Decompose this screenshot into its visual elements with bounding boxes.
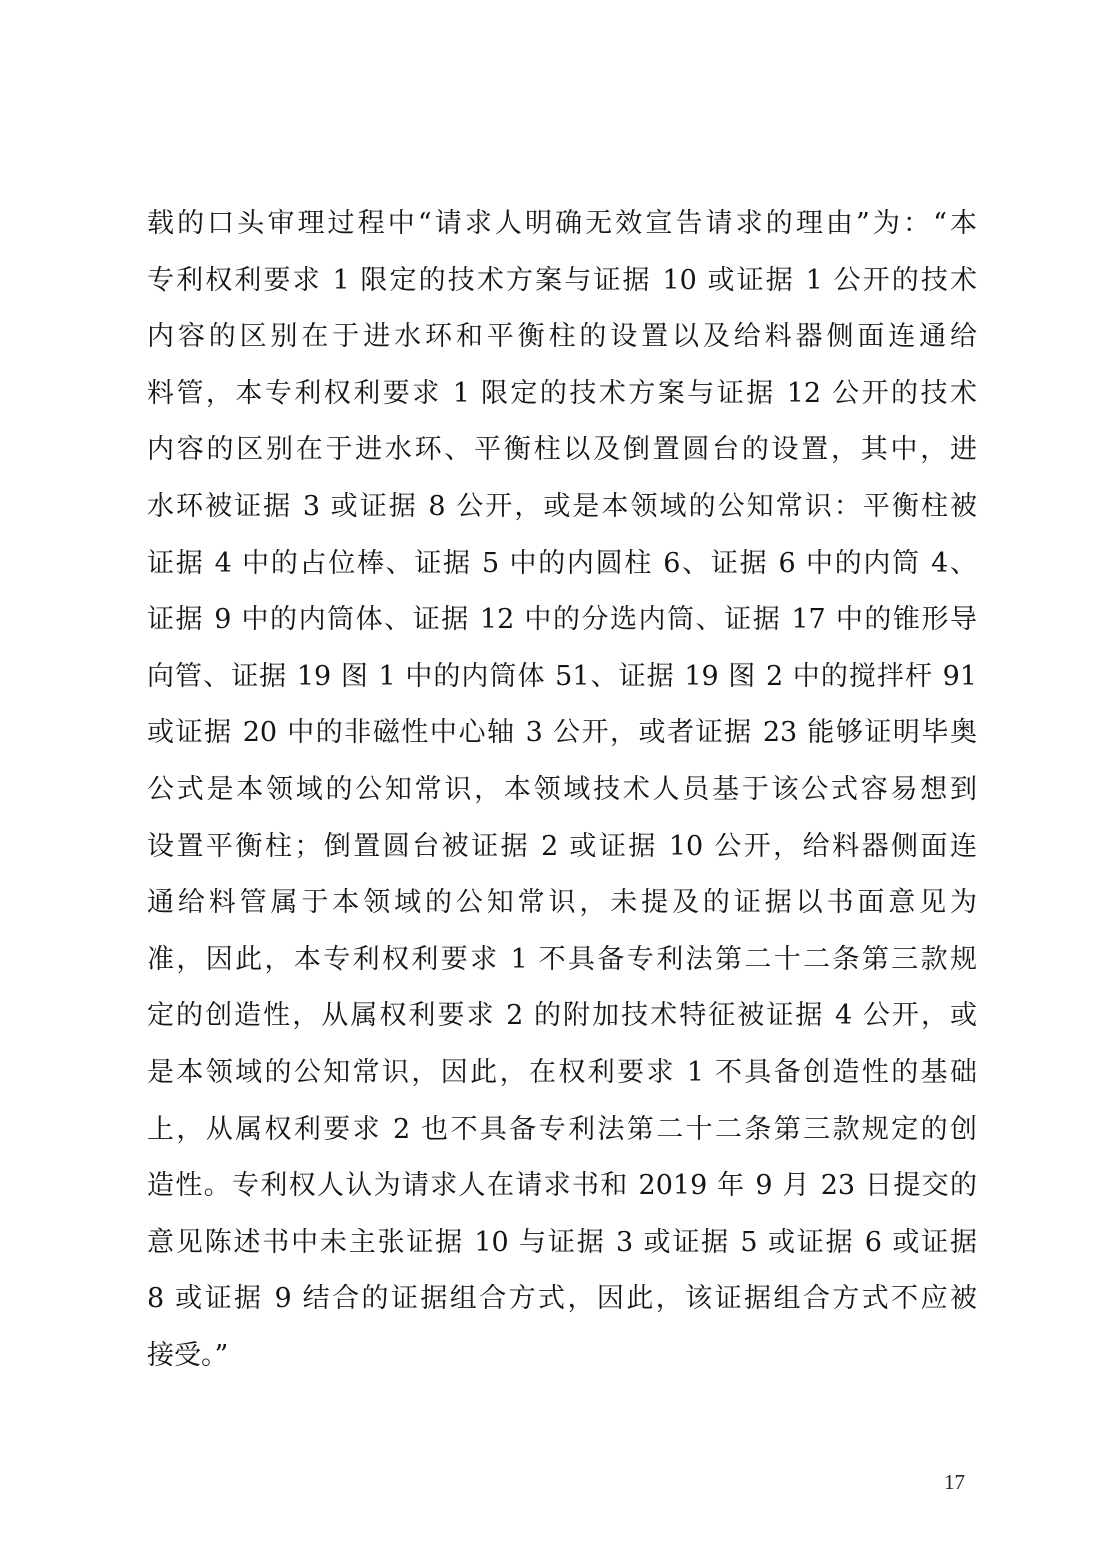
text-line: 是本领域的公知常识，因此，在权利要求 1 不具备创造性的基础 xyxy=(147,1056,977,1088)
text-line: 定的创造性，从属权利要求 2 的附加技术特征被证据 4 公开，或 xyxy=(147,1000,977,1032)
text-line: 设置平衡柱；倒置圆台被证据 2 或证据 10 公开，给料器侧面连 xyxy=(147,830,977,862)
text-line: 公式是本领域的公知常识，本领域技术人员基于该公式容易想到 xyxy=(147,773,977,805)
text-line: 水环被证据 3 或证据 8 公开，或是本领域的公知常识：平衡柱被 xyxy=(147,490,977,522)
text-line: 8 或证据 9 结合的证据组合方式，因此，该证据组合方式不应被 xyxy=(147,1283,977,1315)
text-line: 料管，本专利权利要求 1 限定的技术方案与证据 12 公开的技术 xyxy=(147,377,977,409)
text-line: 上，从属权利要求 2 也不具备专利法第二十二条第三款规定的创 xyxy=(147,1113,977,1145)
text-line: 证据 4 中的占位棒、证据 5 中的内圆柱 6、证据 6 中的内筒 4、 xyxy=(147,547,977,579)
text-line: 或证据 20 中的非磁性中心轴 3 公开，或者证据 23 能够证明毕奥 xyxy=(147,717,977,749)
text-line: 通给料管属于本领域的公知常识，未提及的证据以书面意见为 xyxy=(147,887,977,919)
text-line: 专利权利要求 1 限定的技术方案与证据 10 或证据 1 公开的技术 xyxy=(147,264,977,296)
body-paragraph xyxy=(147,196,977,1384)
text-line: 内容的区别在于进水环、平衡柱以及倒置圆台的设置，其中，进 xyxy=(147,434,977,466)
text-line: 造性。专利权人认为请求人在请求书和 2019 年 9 月 23 日提交的 xyxy=(147,1170,977,1202)
text-line: 向管、证据 19 图 1 中的内筒体 51、证据 19 图 2 中的搅拌杆 91 xyxy=(147,660,977,692)
text-line: 载的口头审理过程中“请求人明确无效宣告请求的理由”为：“本 xyxy=(147,208,977,239)
text-line: 内容的区别在于进水环和平衡柱的设置以及给料器侧面连通给 xyxy=(147,321,977,353)
text-line: 意见陈述书中未主张证据 10 与证据 3 或证据 5 或证据 6 或证据 xyxy=(147,1226,977,1258)
text-line: 接受。” xyxy=(147,1339,229,1371)
text-line: 准，因此，本专利权利要求 1 不具备专利法第二十二条第三款规 xyxy=(147,943,977,975)
page-number: 17 xyxy=(944,1470,965,1494)
text-line: 证据 9 中的内筒体、证据 12 中的分选内筒、证据 17 中的锥形导 xyxy=(147,604,977,636)
